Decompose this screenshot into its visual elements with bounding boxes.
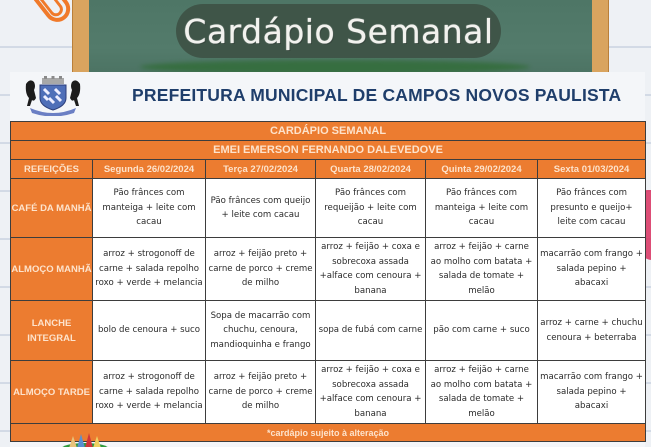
- meal-label: ALMOÇO MANHÃ: [11, 238, 93, 301]
- menu-title: CARDÁPIO SEMANAL: [11, 122, 646, 141]
- menu-cell: Pão frânces com manteiga + leite com cacau: [426, 179, 538, 238]
- table-row-full-time-snack: [11, 301, 646, 361]
- table-row-morning-lunch: [11, 238, 646, 301]
- column-header-wednesday: Quarta 28/02/2024: [316, 160, 426, 179]
- banner-title: Cardápio Semanal: [183, 11, 494, 51]
- menu-cell: Sopa de macarrão com chuchu, cenoura, mandioquinha e frango: [206, 301, 316, 361]
- table-row-afternoon-lunch: [11, 361, 646, 424]
- menu-cell: bolo de cenoura + suco: [93, 301, 206, 361]
- meal-label: ALMOÇO TARDE: [11, 361, 93, 424]
- menu-document: [10, 72, 645, 447]
- menu-title-row: [11, 122, 646, 141]
- column-header-meals: REFEIÇÕES: [11, 160, 93, 179]
- coat-of-arms-icon: [22, 76, 84, 116]
- menu-cell: arroz + feijão preto + carne de porco + creme de milho: [206, 238, 316, 301]
- school-name-row: [11, 141, 646, 160]
- menu-cell: arroz + carne + chuchu cenoura + beterraba: [538, 301, 646, 361]
- organization-title: PREFEITURA MUNICIPAL DE CAMPOS NOVOS PAULISTA: [132, 85, 622, 105]
- menu-cell: Pão frânces com presunto e queijo+ leite com cacau: [538, 179, 646, 238]
- menu-cell: arroz + feijão + carne ao molho com batata + salada de tomate + melão: [426, 238, 538, 301]
- menu-cell: macarrão com frango + salada pepino + abacaxi: [538, 361, 646, 424]
- menu-cell: arroz + feijão + coxa e sobrecoxa assada +alface com cenoura + banana: [316, 238, 426, 301]
- menu-cell: arroz + strogonoff de carne + salada repolho roxo + verde + melancia: [93, 361, 206, 424]
- menu-cell: arroz + feijão + carne ao molho com batata + salada de tomate + melão: [426, 361, 538, 424]
- school-name: EMEI EMERSON FERNANDO DALEVEDOVE: [11, 141, 646, 160]
- column-header-friday: Sexta 01/03/2024: [538, 160, 646, 179]
- menu-cell: arroz + feijão + coxa e sobrecoxa assada +alface com cenoura + banana: [316, 361, 426, 424]
- menu-cell: sopa de fubá com carne: [316, 301, 426, 361]
- menu-cell: pão com carne + suco: [426, 301, 538, 361]
- menu-cell: Pão frânces com manteiga + leite com cacau: [93, 179, 206, 238]
- menu-cell: arroz + feijão preto + carne de porco + creme de milho: [206, 361, 316, 424]
- menu-cell: macarrão com frango + salada pepino + abacaxi: [538, 238, 646, 301]
- menu-cell: arroz + strogonoff de carne + salada repolho roxo + verde + melancia: [93, 238, 206, 301]
- table-row-breakfast: [11, 179, 646, 238]
- menu-cell: Pão frânces com queijo + leite com cacau: [206, 179, 316, 238]
- colored-pencils-icon: [55, 432, 115, 447]
- menu-cell: Pão frânces com requeijão + leite com cacau: [316, 179, 426, 238]
- column-header-row: [11, 160, 646, 179]
- document-header: [10, 72, 645, 120]
- footnote: *cardápio sujeito à alteração: [11, 424, 646, 442]
- meal-label: CAFÉ DA MANHÃ: [11, 179, 93, 238]
- column-header-thursday: Quinta 29/02/2024: [426, 160, 538, 179]
- column-header-monday: Segunda 26/02/2024: [93, 160, 206, 179]
- banner-title-pill: [176, 4, 501, 58]
- weekly-menu-table: [10, 121, 646, 442]
- column-header-tuesday: Terça 27/02/2024: [206, 160, 316, 179]
- meal-label: LANCHE INTEGRAL: [11, 301, 93, 361]
